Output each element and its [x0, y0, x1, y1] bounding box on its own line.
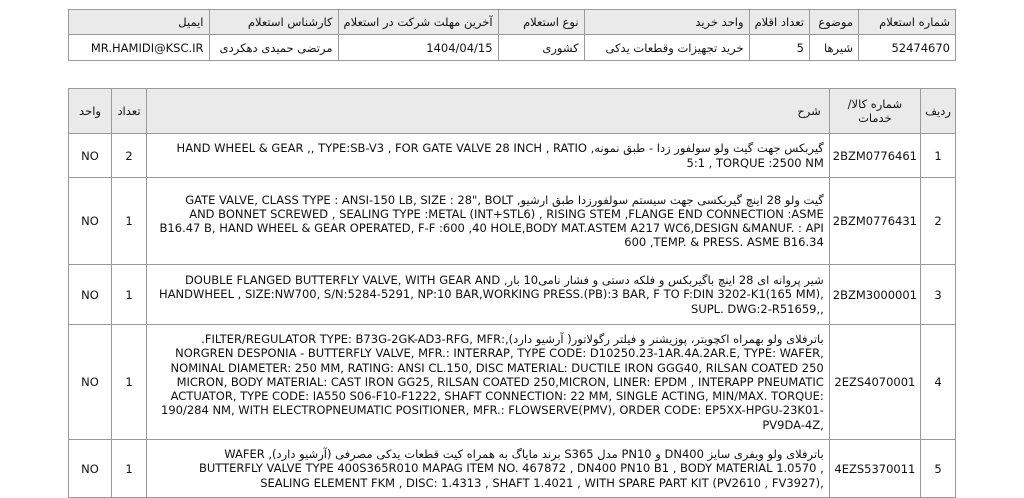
- item-qty: 1: [112, 440, 147, 498]
- item-code: 2BZM0776461: [829, 134, 920, 178]
- desc-line: MICRON, BODY MATERIAL: CAST IRON GG25, RILSAN COATED 250,MICRON, LINER: EPDM , INTERAPP PNEUMATIC: [176, 374, 824, 389]
- row-no: 4: [921, 325, 956, 440]
- col-inquiry-type: نوع استعلام: [498, 10, 584, 35]
- item-count-value: 5: [749, 35, 809, 61]
- item-code: 4EZS5370011: [829, 440, 920, 498]
- email-value: MR.HAMIDI@KSC.IR: [69, 35, 210, 61]
- inquiry-type-value: کشوری: [498, 35, 584, 61]
- info-header-row: [69, 10, 956, 35]
- item-unit: NO: [69, 134, 112, 178]
- item-unit: NO: [69, 178, 112, 265]
- col-code: شماره کالا/خدمات: [829, 89, 920, 134]
- desc-line: SUPL. DWG:2-R51659,,: [691, 301, 824, 316]
- desc-line: NOMINAL DIAMETER: 250 MM, RATING: ANSI CL.150, DISC MATERIAL: DUCTILE IRON GGG40, RILSAN COATED 250: [170, 360, 824, 375]
- item-code: 2BZM0776431: [829, 178, 920, 265]
- table-row: [69, 440, 956, 498]
- desc-line: 600 ,TEMP. & PRESS. ASME B16.34: [624, 235, 824, 250]
- item-unit: NO: [69, 440, 112, 498]
- col-unit: واحد: [69, 89, 112, 134]
- desc-line: NORGREN DESPONIA - BUTTERFLY VALVE, MFR.: INTERRAP, TYPE CODE: D10250.23-1AR.4A.2AR.E, TYPE: WAFER,: [175, 346, 824, 361]
- col-subject: موضوع: [810, 10, 859, 35]
- desc-line: BUTTERFLY VALVE TYPE 400S365R010 MAPAG ITEM NO. 467872 , DN400 PN10 B1 , BODY MATERIAL 1.0570 ,: [198, 461, 824, 476]
- item-unit: NO: [69, 325, 112, 440]
- desc-line: 5:1 , TORQUE :2500 NM: [686, 155, 824, 170]
- item-description: [147, 440, 830, 498]
- row-no: 2: [921, 178, 956, 265]
- desc-line: AND BONNET SCREWED , SEALING TYPE :METAL (INT+STL6) , RISING STEM ,FLANGE END CONNECTION :ASME: [189, 206, 824, 221]
- inquiry-info-table: [68, 9, 956, 61]
- desc-line: B16.47 B, HAND WHEEL & GEAR OPERATED, F-F :600 ,40 HOLE,BODY MAT.ASTEM A217 WC6,DESIGN &MANUF. : API: [159, 221, 824, 235]
- col-row-no: ردیف: [921, 89, 956, 134]
- inquiry-no-value: 52474670: [859, 35, 956, 61]
- desc-line: SEALING ELEMENT FKM , DISC: 1.4313 , SHAFT 1.4021 , WITH SPARE PART KIT (PV2610 , FV3927),: [260, 475, 824, 490]
- desc-line: ACTUATOR, TYPE CODE: IA550 S06-F10-F1222, SHAFT CONNECTION: 22 MM, SINGLE ACTING, MIN/MAX. TORQUE:: [170, 389, 824, 404]
- desc-line: باترفلای ولو ویفری سایز DN400 و PN10 مدل S365 برند مایاگ به همراه کیت قطعات یدکی مصرفی (آرشیو دارد), WAFER: [224, 447, 824, 462]
- item-qty: 2: [112, 134, 147, 178]
- desc-line: PV9DA-4Z,: [762, 417, 824, 432]
- item-description: [147, 325, 830, 440]
- col-item-count: تعداد اقلام: [749, 10, 809, 35]
- col-expert: کارشناس استعلام: [209, 10, 338, 35]
- info-value-row: [69, 35, 956, 61]
- desc-line: گیت ولو 28 اینچ گیربکسی جهت سیستم سولفورزدا طبق ارشیو, GATE VALVE, CLASS TYPE : ANSI-150 LB, SIZE : 28", BOLT: [185, 192, 824, 207]
- items-table: [68, 88, 956, 498]
- col-purchase-unit: واحد خرید: [584, 10, 749, 35]
- items-header-row: [69, 89, 956, 134]
- col-description: شرح: [147, 89, 830, 134]
- table-row: [69, 134, 956, 178]
- col-deadline: آخرین مهلت شرکت در استعلام: [338, 10, 498, 35]
- item-code: 2BZM3000001: [829, 265, 920, 325]
- table-row: [69, 265, 956, 325]
- item-qty: 1: [112, 325, 147, 440]
- row-no: 1: [921, 134, 956, 178]
- item-code: 2EZS4070001: [829, 325, 920, 440]
- item-description: [147, 265, 830, 325]
- table-row: [69, 178, 956, 265]
- desc-line: باترفلای ولو بهمراه اکچویتر، پوزیشنر و فیلتر رگولاتور( آرشیو دارد),:FILTER/REGULATOR TYPE: B73G-2GK-AD3-RFG, MFR.: [201, 332, 824, 347]
- desc-line: 190/284 NM, WITH ELECTROPNEUMATIC POSITIONER, MFR.: FLOWSERVE(PMV), ORDER CODE: EP5XX-HPGU-23K01-: [161, 403, 824, 418]
- subject-value: شیرها: [810, 35, 859, 61]
- item-unit: NO: [69, 265, 112, 325]
- desc-line: شیر پروانه ای 28 اینچ باگیربکس و فلکه دستی و فشار نامی10 بار, DOUBLE FLANGED BUTTERFLY VALVE, WITH GEAR AND: [184, 273, 824, 288]
- expert-value: مرتضی حمیدی دهکردی: [209, 35, 338, 61]
- desc-line: HANDWHEEL , SIZE:NW700, S/N:5284-5291, NP:10 BAR,WORKING PRESS.(PB):3 BAR, F TO F:DIN 3202-K1(165 MM),: [159, 287, 824, 302]
- table-row: [69, 325, 956, 440]
- purchase-unit-value: خرید تجهیزات وقطعات یدکی: [584, 35, 749, 61]
- item-qty: 1: [112, 178, 147, 265]
- row-no: 5: [921, 440, 956, 498]
- col-inquiry-no: شماره استعلام: [859, 10, 956, 35]
- row-no: 3: [921, 265, 956, 325]
- item-description: [147, 134, 830, 178]
- desc-line: گیربکس جهت گیت ولو سولفور زدا - طبق نمونه, HAND WHEEL & GEAR ,, TYPE:SB-V3 , FOR GATE VALVE 28 INCH , RATIO: [176, 141, 824, 156]
- item-qty: 1: [112, 265, 147, 325]
- col-email: ایمیل: [69, 10, 210, 35]
- col-qty: تعداد: [112, 89, 147, 134]
- item-description: [147, 178, 830, 265]
- deadline-value: 1404/04/15: [338, 35, 498, 61]
